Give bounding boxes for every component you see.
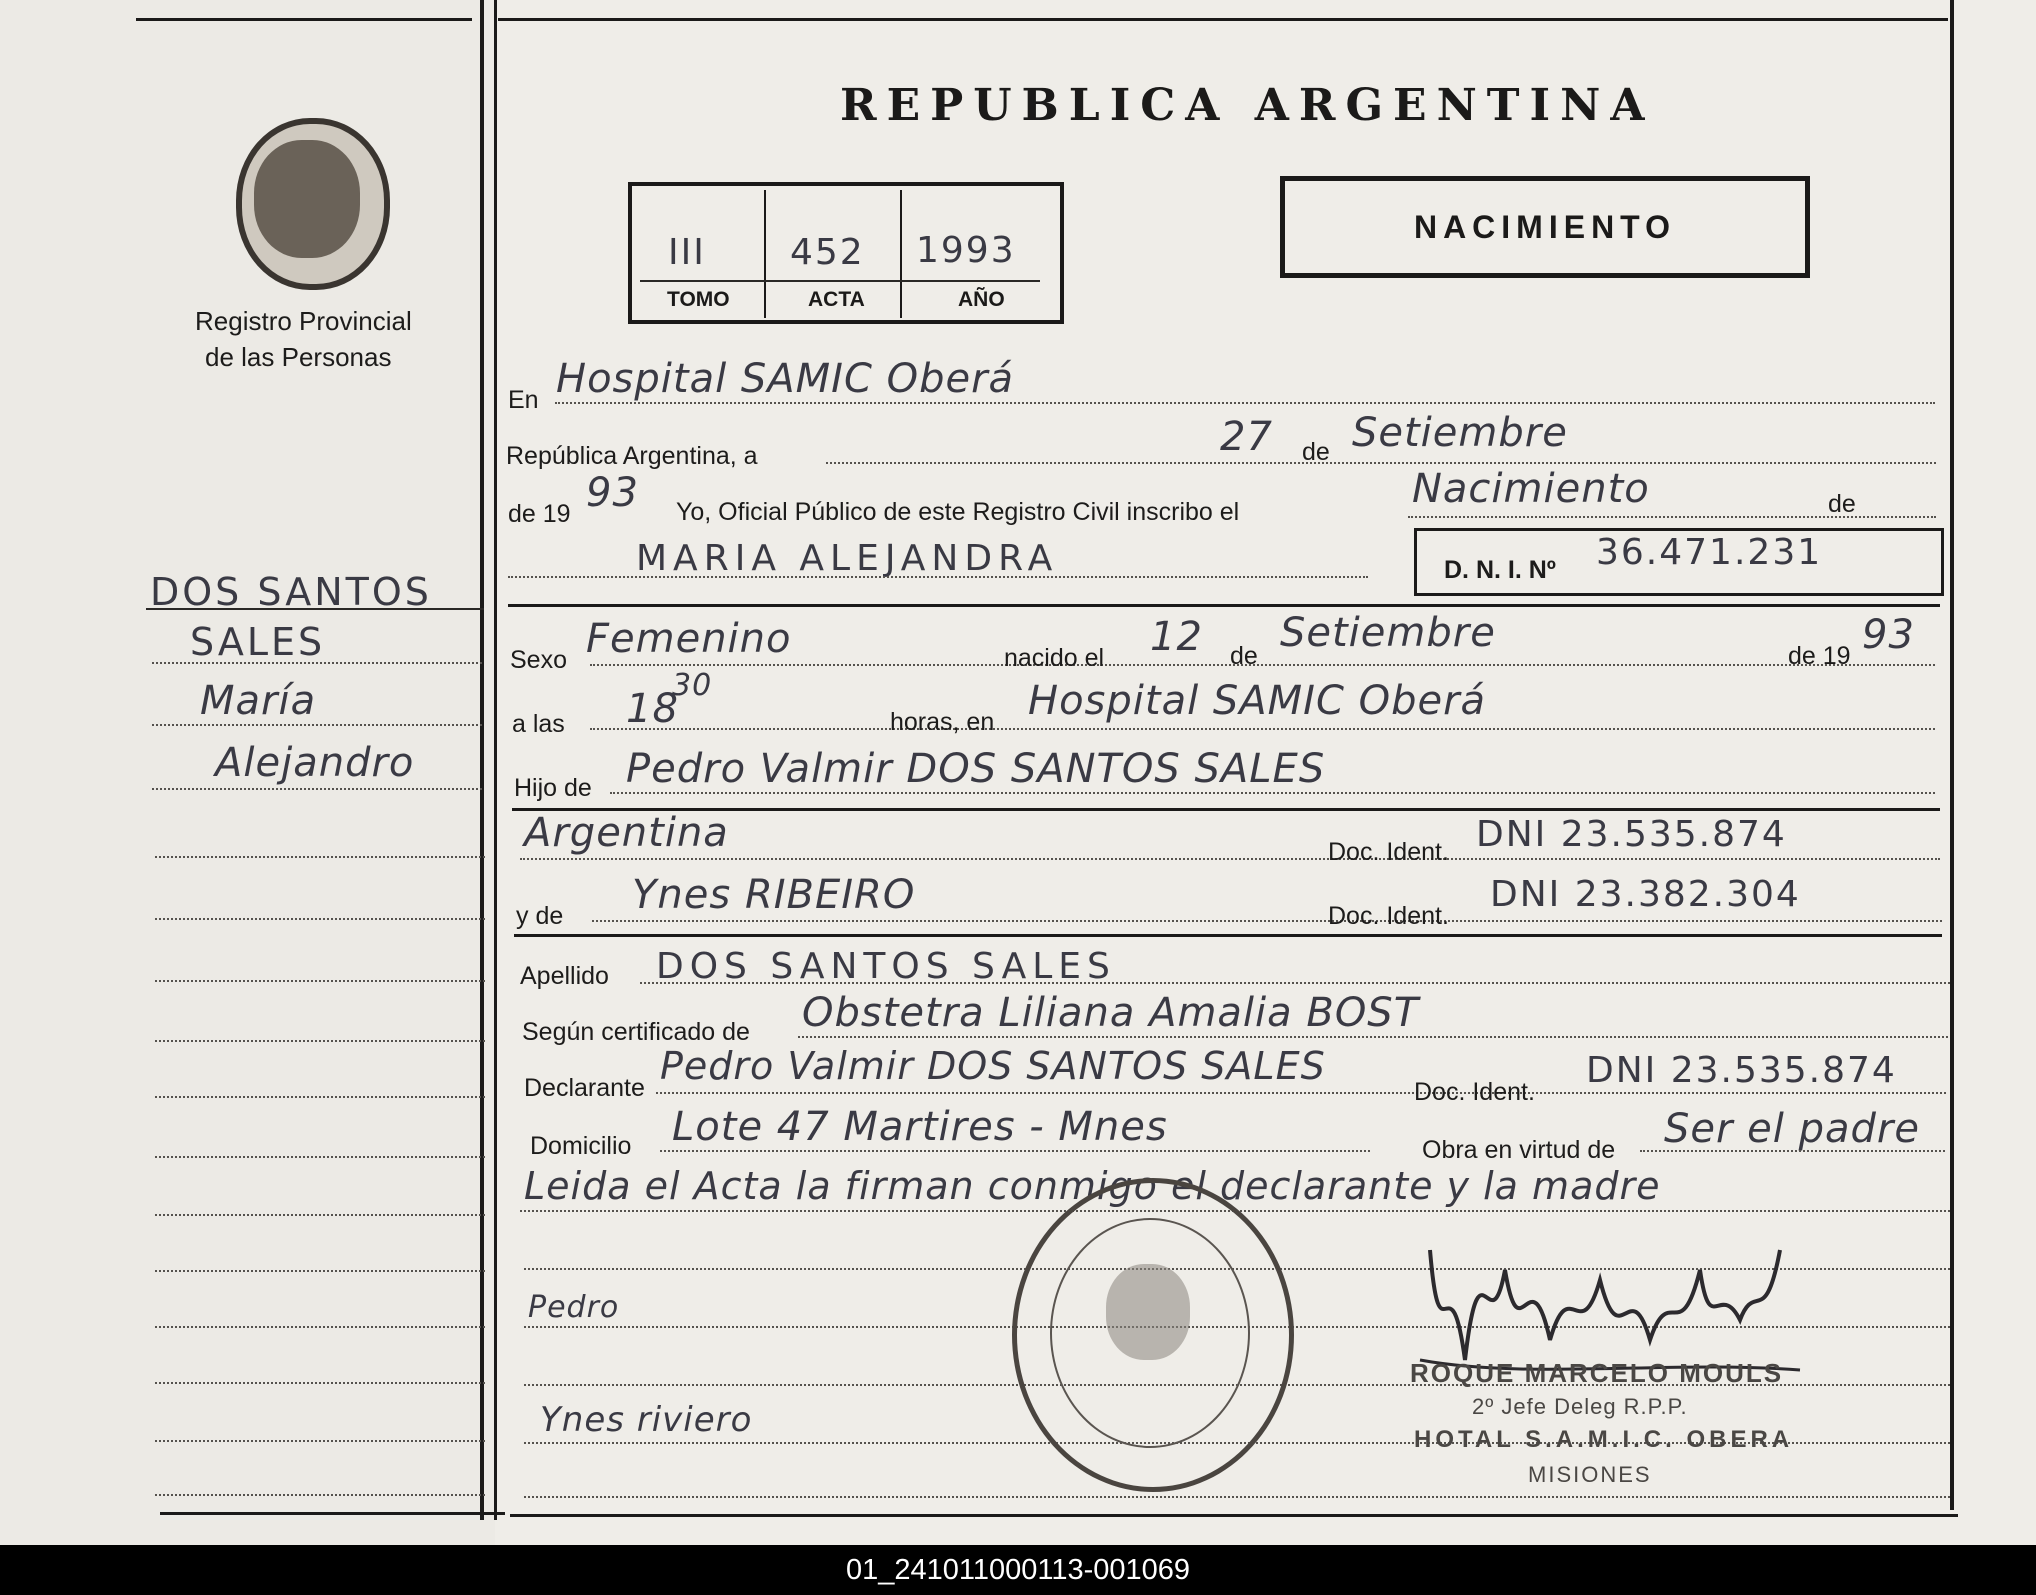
official-province: MISIONES bbox=[1528, 1462, 1652, 1487]
sexo-value: Femenino bbox=[586, 616, 792, 662]
birth-month: Setiembre bbox=[1280, 610, 1496, 656]
ano-value: 1993 bbox=[916, 230, 1016, 271]
yde-label: y de bbox=[516, 902, 564, 930]
sexo-line bbox=[590, 664, 1935, 666]
record-box-divider-1 bbox=[764, 190, 766, 318]
father-name: Pedro Valmir DOS SANTOS SALES bbox=[626, 746, 1326, 792]
domicilio-label: Domicilio bbox=[530, 1132, 632, 1160]
domicilio-line bbox=[660, 1150, 1370, 1152]
margin-line-1 bbox=[146, 608, 484, 610]
mother-doc-value: DNI 23.382.304 bbox=[1490, 874, 1801, 915]
margin-dotted-line bbox=[155, 1440, 485, 1442]
hijo-label: Hijo de bbox=[514, 774, 592, 802]
inscribo-value: Nacimiento bbox=[1412, 466, 1650, 512]
top-rule-left bbox=[136, 18, 472, 21]
declarante-doc-value: DNI 23.535.874 bbox=[1586, 1050, 1897, 1091]
acta-label: ACTA bbox=[808, 288, 865, 311]
margin-dotted-line bbox=[155, 918, 485, 920]
reg-day: 27 bbox=[1220, 414, 1273, 460]
margin-dotted-line bbox=[155, 1096, 485, 1098]
dni-label: D. N. I. Nº bbox=[1444, 556, 1556, 584]
record-box-underline bbox=[640, 280, 1040, 282]
obra-line bbox=[1640, 1150, 1945, 1152]
segun-value: Obstetra Liliana Amalia BOST bbox=[802, 990, 1420, 1036]
coat-of-arms-icon bbox=[1106, 1264, 1190, 1360]
official-title: 2º Jefe Deleg R.P.P. bbox=[1472, 1394, 1688, 1419]
hijo-line bbox=[610, 792, 1935, 794]
nacido-label: nacido el bbox=[1004, 644, 1105, 672]
official-office: HOTAL S.A.M.I.C. OBERA bbox=[1414, 1426, 1794, 1453]
horas-label: horas, en bbox=[890, 708, 995, 736]
margin-dotted-line bbox=[155, 1326, 485, 1328]
margin-dotted-line bbox=[155, 1156, 485, 1158]
form-right-border bbox=[1950, 0, 1954, 1510]
reg-de-label: de bbox=[1302, 438, 1330, 466]
oficial-text: Yo, Oficial Público de este Registro Civil inscribo el bbox=[676, 498, 1240, 526]
image-caption: 01_241011000113-001069 bbox=[0, 1545, 2036, 1595]
en-value: Hospital SAMIC Oberá bbox=[556, 356, 1015, 402]
father-nationality: Argentina bbox=[524, 810, 729, 856]
republica-label: República Argentina, a bbox=[506, 442, 758, 470]
date-line bbox=[826, 462, 1936, 464]
margin-surname-1: DOS SANTOS bbox=[150, 570, 432, 614]
column-divider-left bbox=[480, 0, 484, 1520]
reg-month: Setiembre bbox=[1352, 410, 1568, 456]
margin-dotted-line bbox=[155, 1494, 485, 1496]
reg-year-suffix: 93 bbox=[586, 470, 639, 516]
margin-surname-2: SALES bbox=[190, 620, 326, 664]
record-box-divider-2 bbox=[900, 190, 902, 318]
child-given-names: MARIA ALEJANDRA bbox=[636, 538, 1059, 579]
father-doc-value: DNI 23.535.874 bbox=[1476, 814, 1787, 855]
top-rule-right bbox=[498, 18, 1948, 21]
birth-hour: 18 bbox=[626, 686, 679, 732]
margin-dotted-line bbox=[152, 788, 482, 790]
sexo-label: Sexo bbox=[510, 646, 567, 674]
obra-value: Ser el padre bbox=[1664, 1106, 1920, 1152]
inscribo-line bbox=[1408, 516, 1936, 518]
dni-value: 36.471.231 bbox=[1596, 532, 1823, 573]
form-dotted-line bbox=[524, 1496, 1950, 1498]
alas-line bbox=[590, 728, 1935, 730]
mother-line bbox=[592, 920, 1942, 922]
declarante-value: Pedro Valmir DOS SANTOS SALES bbox=[660, 1044, 1326, 1088]
tomo-value: III bbox=[668, 232, 706, 273]
record-type-box: NACIMIENTO bbox=[1280, 176, 1810, 278]
section-rule-3 bbox=[514, 934, 1942, 937]
margin-dotted-line bbox=[152, 662, 482, 664]
alas-label: a las bbox=[512, 710, 565, 738]
birth-place: Hospital SAMIC Oberá bbox=[1028, 678, 1487, 724]
mother-signature: Ynes riviero bbox=[540, 1400, 753, 1440]
mother-doc-label: Doc. Ident. bbox=[1328, 902, 1449, 930]
margin-given-name-1: María bbox=[200, 678, 317, 724]
obra-label: Obra en virtud de bbox=[1422, 1136, 1616, 1164]
declarante-doc-label: Doc. Ident. bbox=[1414, 1078, 1535, 1106]
province-seal-center-icon bbox=[254, 140, 360, 258]
margin-given-name-2: Alejandro bbox=[215, 740, 415, 786]
apellido-label: Apellido bbox=[520, 962, 609, 990]
margin-dotted-line bbox=[155, 1214, 485, 1216]
margin-dotted-line bbox=[155, 856, 485, 858]
form-bottom-rule bbox=[510, 1514, 1958, 1517]
birth-de19-label: de 19 bbox=[1788, 642, 1851, 670]
leida-text: Leida el Acta la firman conmigo el declarante y la madre bbox=[524, 1164, 1661, 1208]
nationality-line bbox=[520, 858, 1940, 860]
acta-value: 452 bbox=[790, 232, 865, 273]
birth-day: 12 bbox=[1150, 614, 1203, 660]
apellido-line bbox=[640, 982, 1950, 984]
apellido-value: DOS SANTOS SALES bbox=[656, 946, 1116, 987]
segun-line bbox=[798, 1036, 1948, 1038]
margin-dotted-line bbox=[155, 980, 485, 982]
margin-dotted-line bbox=[155, 1382, 485, 1384]
registry-line1: Registro Provincial bbox=[195, 306, 412, 336]
margin-dotted-line bbox=[155, 1270, 485, 1272]
declarante-signature: Pedro bbox=[528, 1290, 620, 1325]
ano-label: AÑO bbox=[958, 288, 1005, 311]
registry-line2: de las Personas bbox=[205, 342, 392, 372]
en-line bbox=[555, 402, 1935, 404]
official-name: ROQUE MARCELO MOULS bbox=[1410, 1358, 1784, 1388]
name-line bbox=[508, 576, 1368, 578]
declarante-line bbox=[656, 1092, 1946, 1094]
margin-bottom-rule bbox=[160, 1512, 505, 1515]
official-signature-icon bbox=[1410, 1210, 1810, 1380]
segun-label: Según certificado de bbox=[522, 1018, 750, 1046]
inscribo-de-label: de bbox=[1828, 490, 1856, 518]
birth-de-label: de bbox=[1230, 642, 1258, 670]
declarante-label: Declarante bbox=[524, 1074, 645, 1102]
column-divider-right bbox=[494, 0, 497, 1520]
de19-label: de 19 bbox=[508, 500, 571, 528]
margin-dotted-line bbox=[152, 724, 482, 726]
section-rule-1 bbox=[508, 604, 1940, 607]
birth-minutes: 30 bbox=[672, 668, 713, 703]
page-title: REPUBLICA ARGENTINA bbox=[840, 80, 1655, 131]
tomo-label: TOMO bbox=[667, 288, 730, 311]
margin-dotted-line bbox=[155, 1040, 485, 1042]
en-label: En bbox=[508, 386, 539, 414]
domicilio-value: Lote 47 Martires - Mnes bbox=[672, 1104, 1168, 1150]
father-doc-label: Doc. Ident. bbox=[1328, 838, 1449, 866]
birth-year: 93 bbox=[1862, 612, 1915, 658]
mother-name: Ynes RIBEIRO bbox=[632, 872, 916, 918]
